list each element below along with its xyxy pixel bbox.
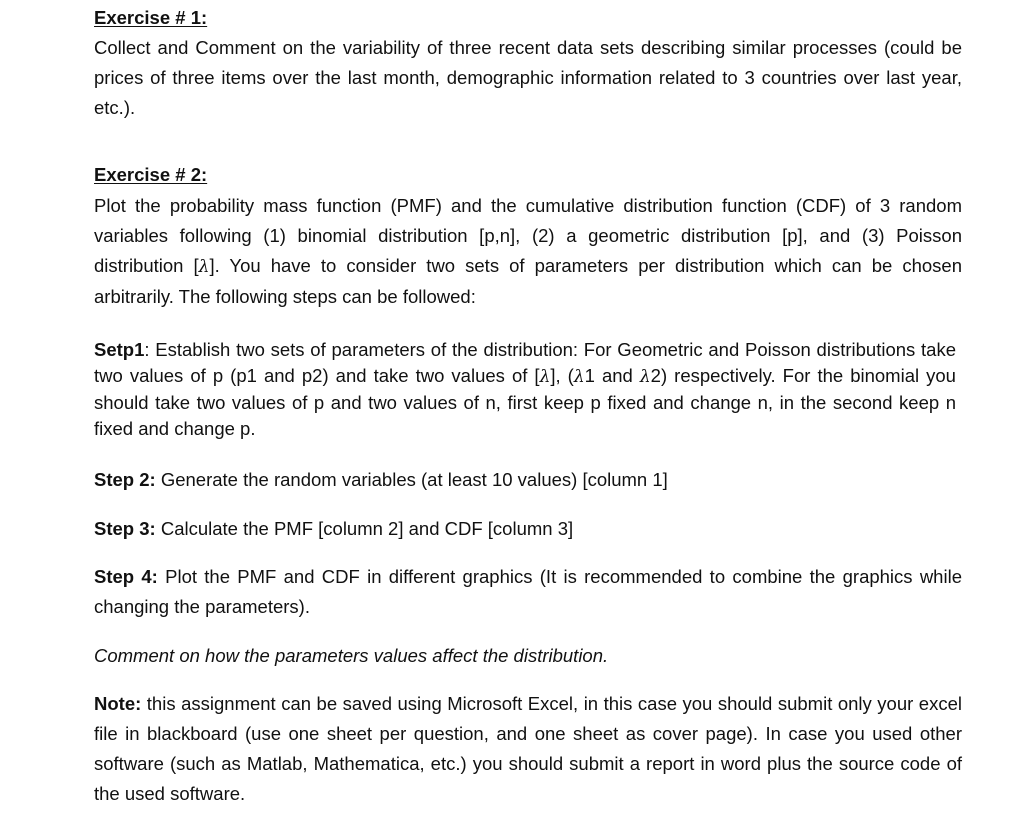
exercise-2-intro-b: ]. You have to consider two sets of parameters per distribution which can be chosen arbitrarily. The following steps can be followed: — [94, 255, 962, 307]
step-1-lambda1: 1 and — [584, 365, 640, 386]
exercise-2-body — [94, 191, 962, 312]
note-label: Note: — [94, 693, 142, 714]
step-3-text: Calculate the PMF [column 2] and CDF [column 3] — [155, 518, 574, 539]
exercise-2-heading: Exercise # 2: — [94, 164, 208, 185]
step-2-paragraph — [94, 465, 962, 495]
step-1-text-b: ], ( — [550, 365, 574, 386]
exercise-1-body: Collect and Comment on the variability of three recent data sets describing similar processes (could be prices of three items over the last month, demographic information related to 3 countries over last year, etc.). — [94, 37, 962, 118]
lambda-symbol: λ — [573, 367, 585, 387]
step-4-text: Plot the PMF and CDF in different graphics (It is recommended to combine the graphics while changing the parameters). — [94, 566, 962, 617]
step-3-paragraph — [94, 514, 962, 544]
step-1-text-a: : Establish two sets of parameters of the distribution: For Geometric and Poisson distributions take two values of p (p1 and p2) and take two values of [ — [94, 339, 956, 386]
exercise-1-heading: Exercise # 1: — [94, 7, 208, 28]
lambda-symbol: λ — [198, 257, 210, 277]
step-1-paragraph — [94, 337, 956, 442]
note-paragraph — [94, 689, 962, 809]
step-1-label: Setp1 — [94, 339, 145, 360]
step-4-label: Step 4: — [94, 566, 158, 587]
exercise-2-intro-a: Plot the probability mass function (PMF) and the cumulative distribution function (CDF) of 3 random variables following (1) binomial distribution [p,n], (2) a geometric distribution [p], and (3) Poisson distribution [ — [94, 195, 962, 276]
step-2-text: Generate the random variables (at least 10 values) [column 1] — [155, 469, 668, 490]
step-3-label: Step 3: — [94, 518, 156, 539]
lambda-symbol: λ — [539, 367, 551, 387]
note-text: this assignment can be saved using Microsoft Excel, in this case you should submit only your excel file in blackboard (use one sheet per question, and one sheet as cover page). In case you used other software (such as Matlab, Mathematica, etc.) you should submit a report in word plus the source code of the used software. — [94, 693, 962, 804]
lambda-symbol: λ — [639, 367, 651, 387]
step-2-label: Step 2: — [94, 469, 156, 490]
step-4-paragraph — [94, 562, 962, 622]
comment-line: Comment on how the parameters values affect the distribution. — [94, 645, 609, 666]
step-1-text-c: 2) respectively. For the binomial you should take two values of p and two values of n, first keep p fixed and change n, in the second keep n fixed and change p. — [94, 365, 956, 439]
